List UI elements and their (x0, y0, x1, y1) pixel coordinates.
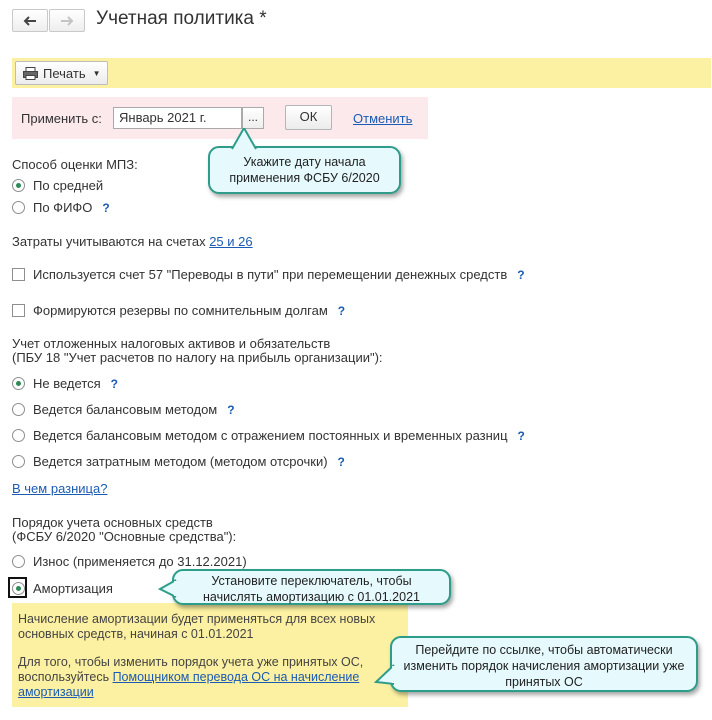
checkbox[interactable] (12, 268, 25, 281)
help-icon[interactable]: ? (337, 454, 345, 469)
forward-button[interactable] (49, 9, 85, 32)
caret-down-icon: ▼ (92, 68, 101, 78)
callout-pointer-icon (374, 664, 396, 688)
switch-hint-callout (172, 569, 451, 605)
costs-label: Затраты учитываются на счетах (12, 234, 206, 249)
page-title: Учетная политика * (96, 8, 267, 29)
print-label: Печать (43, 65, 86, 81)
help-icon[interactable]: ? (227, 402, 235, 417)
date-hint-callout (208, 146, 401, 194)
radio-button[interactable] (12, 201, 25, 214)
option-label: Не ведется (33, 376, 101, 391)
printer-icon (23, 67, 38, 80)
mpz-heading: Способ оценки МПЗ: (12, 157, 138, 172)
check-doubtful-debts[interactable] (12, 303, 345, 318)
radio-button[interactable] (12, 429, 25, 442)
checkbox-label: Используется счет 57 "Переводы в пути" при перемещении денежных средств (33, 267, 508, 282)
mpz-option-fifo[interactable] (12, 200, 110, 215)
cancel-link[interactable]: Отменить (353, 111, 413, 126)
apply-date-panel (12, 97, 428, 139)
transfer-assistant-link-cont[interactable]: амортизации (18, 685, 94, 699)
costs-accounts-link[interactable]: 25 и 26 (209, 234, 253, 249)
date-picker-button[interactable]: ... (242, 107, 264, 129)
tax-option-cost[interactable] (12, 454, 345, 469)
difference-link[interactable]: В чем разница? (12, 481, 108, 496)
mpz-option-average[interactable] (12, 178, 103, 193)
tax-option-balance-diff[interactable] (12, 428, 525, 443)
tax-option-none[interactable] (12, 376, 118, 391)
option-label: Амортизация (33, 581, 113, 596)
help-icon[interactable]: ? (517, 428, 525, 443)
option-label: Ведется балансовым методом с отражением постоянных и временных разниц (33, 428, 508, 443)
checkbox[interactable] (12, 304, 25, 317)
radio-button[interactable] (12, 455, 25, 468)
apply-date-input[interactable]: Январь 2021 г. (113, 107, 242, 129)
help-icon[interactable]: ? (102, 200, 110, 215)
arrow-left-icon (23, 16, 37, 26)
callout-pointer-icon (230, 128, 260, 150)
radio-button[interactable] (12, 179, 25, 192)
info-line: основных средств, начиная с 01.01.2021 (18, 627, 254, 641)
radio-button[interactable] (12, 377, 25, 390)
transfer-assistant-link[interactable]: Помощником перевода ОС на начисление (112, 670, 360, 684)
costs-text (12, 235, 253, 249)
deferred-tax-heading: Учет отложенных налоговых активов и обязательств (12, 336, 331, 351)
deferred-tax-subheading: (ПБУ 18 "Учет расчетов по налогу на прибыль организации"): (12, 350, 383, 365)
checkbox-label: Формируются резервы по сомнительным долгам (33, 303, 328, 318)
option-label: По ФИФО (33, 200, 93, 215)
print-button[interactable] (15, 61, 108, 85)
callout-text: Перейдите по ссылке, чтобы автоматически изменить порядок начисления амортизации уже принятых ОС (403, 643, 685, 689)
apply-label: Применить с: (21, 111, 102, 126)
help-icon[interactable]: ? (337, 303, 346, 318)
back-button[interactable] (12, 9, 48, 32)
option-label: Ведется балансовым методом (33, 402, 218, 417)
info-line: воспользуйтесь (18, 670, 110, 684)
asset-option-wear[interactable] (12, 554, 247, 569)
option-label: Ведется затратным методом (методом отсрочки) (33, 454, 328, 469)
callout-text: Установите переключатель, чтобы начислять амортизацию с 01.01.2021 (203, 574, 420, 604)
amortization-info-panel (12, 603, 408, 707)
toolbar (12, 58, 711, 88)
arrow-right-icon (60, 16, 74, 26)
fixed-assets-heading: Порядок учета основных средств (12, 515, 213, 530)
radio-button[interactable] (12, 582, 25, 595)
link-hint-callout (390, 636, 698, 692)
ok-button[interactable]: ОК (285, 105, 332, 130)
tax-option-balance[interactable] (12, 402, 235, 417)
help-icon[interactable]: ? (110, 376, 119, 391)
option-label: Износ (применяется до 31.12.2021) (33, 554, 247, 569)
callout-pointer-icon (158, 579, 178, 599)
callout-text: Укажите дату начала применения ФСБУ 6/2020 (229, 155, 380, 185)
info-line: Для того, чтобы изменить порядок учета уже принятых ОС, (18, 655, 364, 669)
radio-button[interactable] (12, 555, 25, 568)
fixed-assets-subheading: (ФСБУ 6/2020 "Основные средства"): (12, 529, 237, 544)
radio-button[interactable] (12, 403, 25, 416)
asset-option-amortization[interactable] (12, 581, 113, 596)
info-line: Начисление амортизации будет применяться для всех новых (18, 612, 376, 626)
option-label: По средней (33, 178, 104, 193)
check-account-57[interactable] (12, 267, 525, 282)
help-icon[interactable]: ? (517, 267, 525, 282)
